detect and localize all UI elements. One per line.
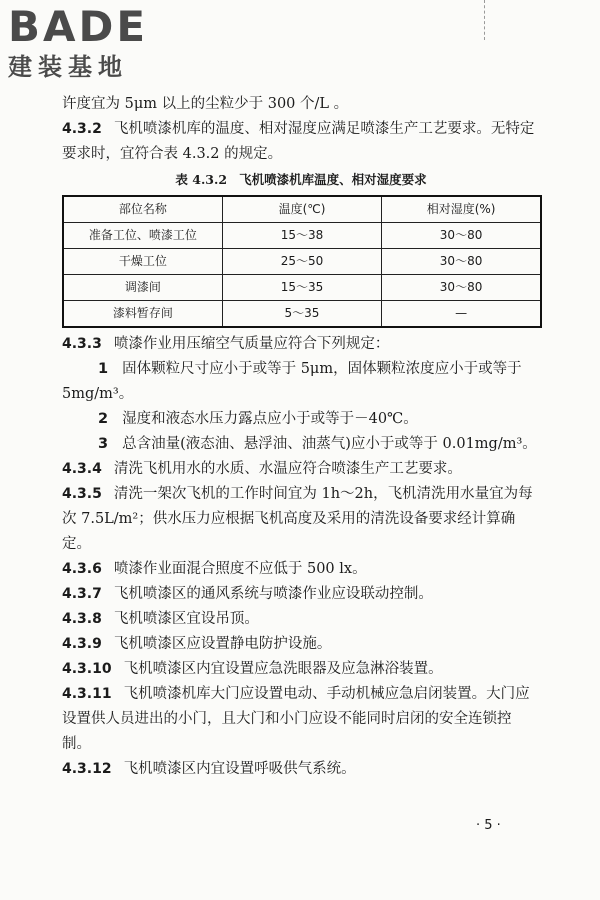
table-cell: 漆料暂存间 [63, 301, 222, 328]
header-humidity: 相对湿度(%) [382, 196, 541, 223]
item-text: 固体颗粒尺寸应小于或等于 5μm，固体颗粒浓度应小于或等于 5mg/m³。 [62, 361, 522, 402]
table-row [63, 275, 541, 301]
logo-brand: BADE [8, 2, 149, 51]
table-caption [62, 171, 540, 189]
clause-text: 清洗一架次飞机的工作时间宜为 1h～2h，飞机清洗用水量宜为每次 7.5L/m²；供水压力应根据飞机高度及采用的清洗设备要求经计算确定。 [62, 486, 533, 552]
clause-text: 飞机喷漆机库大门应设置电动、手动机械应急启闭装置。大门应设置供人员进出的小门，且大门和小门应设不能同时启闭的安全连锁控制。 [62, 686, 530, 752]
clause-number: 4.3.3 [62, 336, 102, 352]
clause-4-3-12 [62, 757, 540, 782]
table-caption-number: 表 4.3.2 [175, 172, 228, 187]
clause-number: 4.3.12 [62, 761, 112, 777]
table-header-row [63, 196, 541, 223]
clause-4-3-3 [62, 332, 540, 357]
table-cell: 30～80 [382, 249, 541, 275]
clause-number: 4.3.9 [62, 636, 102, 652]
item-number: 3 [98, 436, 109, 452]
clause-text: 清洗飞机用水的水质、水温应符合喷漆生产工艺要求。 [113, 461, 462, 477]
table-cell: 15～35 [222, 275, 381, 301]
header-location: 部位名称 [63, 196, 222, 223]
clause-4-3-4 [62, 457, 540, 482]
bade-logo [8, 2, 178, 82]
clause-number: 4.3.11 [62, 686, 112, 702]
table-cell: 30～80 [382, 223, 541, 249]
clause-number: 4.3.5 [62, 486, 102, 502]
header-temperature: 温度(℃) [222, 196, 381, 223]
page-number: · 5 · [476, 818, 501, 833]
clause-number: 4.3.8 [62, 611, 102, 627]
continued-paragraph: 许度宜为 5μm 以上的尘粒少于 300 个/L 。 [62, 96, 349, 112]
item-number: 2 [98, 411, 109, 427]
table-row [63, 249, 541, 275]
table-cell: 干燥工位 [63, 249, 222, 275]
clause-text: 飞机喷漆区应设置静电防护设施。 [113, 636, 332, 652]
clause-text: 喷漆作业用压缩空气质量应符合下列规定： [113, 336, 390, 352]
clause-4-3-3-item-1 [62, 357, 540, 407]
temperature-humidity-table [62, 195, 542, 328]
table-cell: 15～38 [222, 223, 381, 249]
clause-number: 4.3.6 [62, 561, 102, 577]
clause-4-3-5 [62, 482, 540, 557]
table-row [63, 223, 541, 249]
clause-4-3-3-item-3 [62, 432, 540, 457]
clause-text: 飞机喷漆区内宜设置应急洗眼器及应急淋浴装置。 [123, 661, 443, 677]
clause-text: 飞机喷漆区宜设吊顶。 [113, 611, 259, 627]
item-text: 湿度和液态水压力露点应小于或等于－40℃。 [122, 411, 418, 427]
item-text: 总含油量(液态油、悬浮油、油蒸气)应小于或等于 0.01mg/m³。 [122, 436, 537, 452]
binding-margin-line [484, 0, 486, 40]
logo-subtitle: 建装基地 [8, 53, 128, 81]
clause-text: 飞机喷漆区内宜设置呼吸供气系统。 [123, 761, 356, 777]
table-cell: 准备工位、喷漆工位 [63, 223, 222, 249]
clause-4-3-10 [62, 657, 540, 682]
table-cell: — [382, 301, 541, 328]
table-cell: 调漆间 [63, 275, 222, 301]
clause-4-3-8 [62, 607, 540, 632]
table-row [63, 301, 541, 328]
clause-number: 4.3.7 [62, 586, 102, 602]
clause-4-3-3-item-2 [62, 407, 540, 432]
clause-text: 飞机喷漆机库的温度、相对湿度应满足喷漆生产工艺要求。无特定要求时，宜符合表 4.3.2 的规定。 [62, 121, 535, 162]
clause-4-3-2 [62, 117, 540, 167]
clause-number: 4.3.2 [62, 121, 102, 137]
clause-number: 4.3.4 [62, 461, 102, 477]
clause-text: 飞机喷漆区的通风系统与喷漆作业应设联动控制。 [113, 586, 433, 602]
table-caption-text: 飞机喷漆机库温度、相对湿度要求 [239, 172, 427, 187]
clause-4-3-11 [62, 682, 540, 757]
clause-text: 喷漆作业面混合照度不应低于 500 lx。 [113, 561, 367, 577]
clause-number: 4.3.10 [62, 661, 112, 677]
table-cell: 30～80 [382, 275, 541, 301]
table-cell: 25～50 [222, 249, 381, 275]
item-number: 1 [98, 361, 109, 377]
page-content [62, 92, 540, 782]
clause-4-3-6 [62, 557, 540, 582]
table-cell: 5～35 [222, 301, 381, 328]
clause-4-3-7 [62, 582, 540, 607]
clause-4-3-9 [62, 632, 540, 657]
